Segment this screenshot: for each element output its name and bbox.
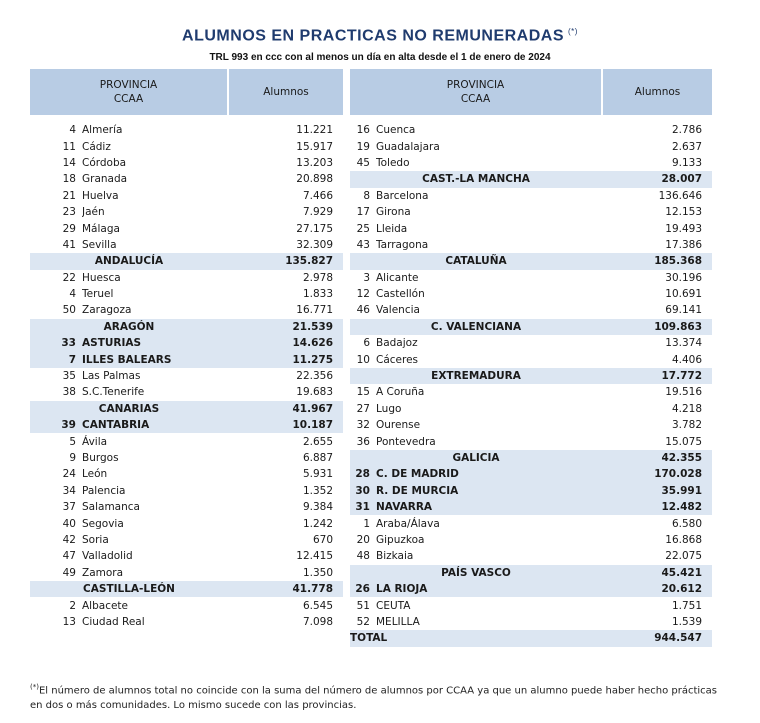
province-code: 25 <box>356 222 370 235</box>
province-row <box>350 515 712 531</box>
alumnos-value: 19.516 <box>665 386 703 399</box>
alumnos-value: 35.991 <box>602 483 712 499</box>
province-code: 45 <box>356 156 370 169</box>
province-row <box>30 384 343 400</box>
alumnos-value: 2.786 <box>671 124 703 137</box>
alumnos-value: 12.482 <box>602 499 712 515</box>
ccaa-name: GALICIA <box>350 450 602 466</box>
province-name: Cuenca <box>376 124 416 137</box>
province-row <box>30 515 343 531</box>
alumnos-value: 13.203 <box>296 156 334 169</box>
province-name: Las Palmas <box>82 370 141 383</box>
province-row <box>350 351 712 367</box>
ccaa-subtotal-row <box>350 499 712 515</box>
province-name: Barcelona <box>376 189 429 202</box>
province-name: Ourense <box>376 419 421 432</box>
ccaa-subtotal-row <box>30 417 343 433</box>
alumnos-value: 15.917 <box>296 140 334 153</box>
left-table-header <box>30 69 343 116</box>
alumnos-value: 6.887 <box>302 452 334 464</box>
province-code: 5 <box>69 435 76 448</box>
province-name: Sevilla <box>82 238 117 251</box>
province-name: Castellón <box>376 288 425 301</box>
province-row <box>30 302 343 318</box>
province-name: Lugo <box>376 402 402 415</box>
alumnos-value: 22.075 <box>665 550 703 563</box>
alumnos-header: Alumnos <box>228 69 343 116</box>
ccaa-subtotal-row <box>350 253 712 269</box>
province-name: Ciudad Real <box>82 615 145 628</box>
ccaa-subtotal-row <box>30 401 343 417</box>
province-code: 49 <box>62 566 76 579</box>
alumnos-value: 1.833 <box>302 288 334 301</box>
province-row <box>350 237 712 253</box>
alumnos-value: 27.175 <box>296 222 334 235</box>
province-code: 8 <box>363 189 370 202</box>
province-row <box>350 384 712 400</box>
ccaa-subtotal-row <box>350 565 712 581</box>
province-code: 4 <box>69 124 76 137</box>
province-row <box>30 499 343 515</box>
province-code: 14 <box>62 156 76 169</box>
title-text: ALUMNOS EN PRACTICAS NO REMUNERADAS <box>182 27 564 45</box>
province-row <box>350 270 712 286</box>
ccaa-name: LA RIOJA <box>376 581 602 597</box>
province-name: Salamanca <box>82 501 140 514</box>
province-row <box>350 138 712 154</box>
province-name: Zamora <box>82 566 124 579</box>
province-name: Araba/Álava <box>376 517 440 530</box>
province-code: 4 <box>69 288 76 301</box>
province-name: MELILLA <box>376 615 420 628</box>
ccaa-name: CANTABRIA <box>82 417 228 433</box>
ccaa-name: ARAGÓN <box>30 319 228 335</box>
alumnos-value: 6.545 <box>302 599 334 612</box>
province-row <box>30 155 343 171</box>
alumnos-value: 9.133 <box>671 156 703 169</box>
ccaa-name: R. DE MURCIA <box>376 483 602 499</box>
province-code: 29 <box>62 222 76 235</box>
alumnos-value: 6.580 <box>671 517 703 530</box>
province-name: Valladolid <box>82 550 133 563</box>
province-code: 32 <box>356 419 370 432</box>
alumnos-value: 10.691 <box>665 288 703 301</box>
province-row <box>30 270 343 286</box>
province-code: 12 <box>356 288 370 301</box>
alumnos-value: 17.386 <box>665 238 703 251</box>
province-code: 48 <box>356 550 370 563</box>
footnote-text: El número de alumnos total no coincide con la suma del número de alumnos por CCAA ya que un alumno puede haber hecho prácticas en dos o más comunidades. Lo mismo sucede con las provincias. <box>30 685 718 712</box>
province-row <box>30 368 343 384</box>
province-code: 18 <box>62 173 76 186</box>
province-code: 33 <box>30 335 82 351</box>
province-code: 6 <box>363 337 370 350</box>
province-code: 40 <box>62 517 76 530</box>
alumnos-value: 12.415 <box>296 550 334 563</box>
province-name: Huelva <box>82 189 119 202</box>
province-name: Cáceres <box>376 353 419 366</box>
province-name: Toledo <box>376 156 410 169</box>
province-name: Guadalajara <box>376 140 440 153</box>
alumnos-value: 41.778 <box>228 581 343 597</box>
province-row <box>350 286 712 302</box>
province-name: Bizkaia <box>376 550 414 563</box>
province-row <box>350 220 712 236</box>
alumnos-value: 7.098 <box>302 615 334 628</box>
alumnos-value: 20.612 <box>602 581 712 597</box>
footnote-mark: (*) <box>30 683 39 691</box>
ccaa-subtotal-row <box>30 351 343 367</box>
province-row <box>30 220 343 236</box>
total-label: TOTAL <box>350 630 602 646</box>
province-row <box>350 188 712 204</box>
alumnos-value: 7.929 <box>302 206 334 219</box>
province-name: Cádiz <box>82 140 111 153</box>
alumnos-value: 11.275 <box>228 351 343 367</box>
alumnos-value: 20.898 <box>296 173 334 186</box>
province-name: Soria <box>82 533 109 546</box>
province-row <box>350 417 712 433</box>
alumnos-value: 12.153 <box>665 206 703 219</box>
province-row <box>30 138 343 154</box>
alumnos-value: 7.466 <box>302 189 334 202</box>
ccaa-name: ANDALUCÍA <box>30 253 228 269</box>
province-code: 10 <box>356 353 370 366</box>
alumnos-value: 2.978 <box>302 271 334 284</box>
alumnos-value: 135.827 <box>228 253 343 269</box>
alumnos-value: 28.007 <box>602 171 712 187</box>
province-code: 38 <box>62 386 76 399</box>
alumnos-value: 5.931 <box>302 468 334 481</box>
province-name: Granada <box>82 173 128 186</box>
alumnos-value: 42.355 <box>602 450 712 466</box>
province-code: 7 <box>30 351 82 367</box>
province-row <box>350 204 712 220</box>
province-row <box>350 335 712 351</box>
province-code: 22 <box>62 271 76 284</box>
province-row <box>30 286 343 302</box>
ccaa-subtotal-row <box>350 171 712 187</box>
province-name: Alicante <box>376 271 419 284</box>
provincia-ccaa-header <box>350 69 602 116</box>
page-title <box>0 27 760 45</box>
province-name: Burgos <box>82 452 119 464</box>
alumnos-value: 45.421 <box>602 565 712 581</box>
province-row <box>30 450 343 466</box>
province-name: Almería <box>82 124 123 137</box>
provincia-ccaa-header <box>30 69 228 116</box>
province-row <box>350 302 712 318</box>
ccaa-header-label: CCAA <box>113 93 144 105</box>
provincia-header-label: PROVINCIA <box>99 79 158 91</box>
provincia-header-label: PROVINCIA <box>446 79 505 91</box>
province-code: 28 <box>350 466 376 482</box>
alumnos-value: 109.863 <box>602 319 712 335</box>
ccaa-header-label: CCAA <box>460 93 491 105</box>
province-name: Málaga <box>82 222 120 235</box>
province-name: Teruel <box>82 288 114 301</box>
province-code: 52 <box>356 615 370 628</box>
alumnos-value: 9.384 <box>302 501 334 514</box>
province-row <box>350 548 712 564</box>
province-code: 43 <box>356 238 370 251</box>
alumnos-value: 170.028 <box>602 466 712 482</box>
alumnos-value: 10.187 <box>228 417 343 433</box>
title-footnote-mark: (*) <box>568 27 578 36</box>
province-row <box>30 188 343 204</box>
alumnos-value: 1.751 <box>671 599 703 612</box>
province-code: 9 <box>69 452 76 464</box>
ccaa-subtotal-row <box>350 319 712 335</box>
province-name: A Coruña <box>376 386 425 399</box>
alumnos-value: 19.683 <box>296 386 334 399</box>
province-row <box>350 401 712 417</box>
alumnos-value: 11.221 <box>296 124 334 137</box>
alumnos-value: 19.493 <box>665 222 703 235</box>
province-code: 13 <box>62 615 76 628</box>
province-row <box>30 237 343 253</box>
ccaa-subtotal-row <box>350 581 712 597</box>
province-name: Badajoz <box>376 337 418 350</box>
alumnos-value: 16.868 <box>665 533 703 546</box>
province-name: Palencia <box>82 484 126 497</box>
province-code: 37 <box>62 501 76 514</box>
province-row <box>30 483 343 499</box>
province-code: 20 <box>356 533 370 546</box>
ccaa-subtotal-row <box>350 368 712 384</box>
ccaa-subtotal-row <box>30 319 343 335</box>
alumnos-value: 3.782 <box>671 419 703 432</box>
ccaa-name: CASTILLA-LEÓN <box>30 581 228 597</box>
alumnos-value: 4.406 <box>671 353 703 366</box>
province-name: Jaén <box>82 206 105 219</box>
province-name: León <box>82 468 108 481</box>
province-code: 34 <box>62 484 76 497</box>
province-name: S.C.Tenerife <box>82 386 145 399</box>
province-row <box>30 171 343 187</box>
province-code: 35 <box>62 370 76 383</box>
alumnos-value: 670 <box>312 533 334 546</box>
ccaa-subtotal-row <box>350 466 712 482</box>
province-name: Córdoba <box>82 156 127 169</box>
province-code: 39 <box>30 417 82 433</box>
province-row <box>30 532 343 548</box>
province-code: 15 <box>356 386 370 399</box>
alumnos-header: Alumnos <box>602 69 712 116</box>
ccaa-name: C. VALENCIANA <box>350 319 602 335</box>
alumnos-value: 14.626 <box>228 335 343 351</box>
left-table <box>30 69 343 630</box>
province-code: 42 <box>62 533 76 546</box>
ccaa-name: NAVARRA <box>376 499 602 515</box>
alumnos-value: 944.547 <box>602 630 712 646</box>
province-code: 21 <box>62 189 76 202</box>
province-row <box>350 597 712 613</box>
province-name: Albacete <box>82 599 129 612</box>
alumnos-value: 1.242 <box>302 517 334 530</box>
alumnos-value: 30.196 <box>665 271 703 284</box>
province-code: 27 <box>356 402 370 415</box>
ccaa-subtotal-row <box>350 483 712 499</box>
ccaa-name: PAÍS VASCO <box>350 565 602 581</box>
alumnos-value: 1.350 <box>302 566 334 579</box>
alumnos-value: 17.772 <box>602 368 712 384</box>
province-name: Lleida <box>376 222 408 235</box>
province-row <box>30 466 343 482</box>
province-name: Tarragona <box>376 238 429 251</box>
ccaa-name: CAST.-LA MANCHA <box>350 171 602 187</box>
province-row <box>350 155 712 171</box>
province-name: Zaragoza <box>82 304 132 317</box>
alumnos-value: 15.075 <box>665 435 703 448</box>
right-table <box>350 69 712 647</box>
alumnos-value: 69.141 <box>665 304 703 317</box>
province-row <box>350 614 712 630</box>
province-code: 41 <box>62 238 76 251</box>
ccaa-name: CATALUÑA <box>350 253 602 269</box>
province-code: 31 <box>350 499 376 515</box>
province-name: Girona <box>376 206 411 219</box>
province-code: 36 <box>356 435 370 448</box>
footnote <box>30 680 730 713</box>
alumnos-value: 32.309 <box>296 238 334 251</box>
province-code: 50 <box>62 304 76 317</box>
alumnos-value: 136.646 <box>658 189 703 202</box>
province-row <box>30 548 343 564</box>
province-code: 23 <box>62 206 76 219</box>
province-name: CEUTA <box>376 599 411 612</box>
province-code: 1 <box>363 517 370 530</box>
ccaa-subtotal-row <box>30 253 343 269</box>
province-code: 2 <box>69 599 76 612</box>
province-code: 24 <box>62 468 76 481</box>
province-row <box>30 122 343 138</box>
alumnos-value: 41.967 <box>228 401 343 417</box>
alumnos-value: 21.539 <box>228 319 343 335</box>
alumnos-value: 1.352 <box>302 484 334 497</box>
province-row <box>350 122 712 138</box>
province-code: 17 <box>356 206 370 219</box>
province-code: 26 <box>350 581 376 597</box>
province-code: 30 <box>350 483 376 499</box>
page-subtitle: TRL 993 en ccc con al menos un día en alta desde el 1 de enero de 2024 <box>209 52 551 63</box>
alumnos-value: 4.218 <box>671 402 703 415</box>
province-row <box>30 614 343 630</box>
ccaa-subtotal-row <box>30 581 343 597</box>
alumnos-value: 13.374 <box>665 337 703 350</box>
province-name: Gipuzkoa <box>376 533 425 546</box>
alumnos-value: 2.637 <box>671 140 703 153</box>
province-code: 11 <box>62 140 76 153</box>
province-code: 3 <box>363 271 370 284</box>
ccaa-name: CANARIAS <box>30 401 228 417</box>
alumnos-value: 2.655 <box>302 435 334 448</box>
province-name: Ávila <box>82 435 108 448</box>
province-row <box>30 204 343 220</box>
ccaa-name: C. DE MADRID <box>376 466 602 482</box>
right-table-header <box>350 69 712 116</box>
province-name: Segovia <box>82 517 124 530</box>
ccaa-name: ILLES BALEARS <box>82 351 228 367</box>
province-code: 47 <box>62 550 76 563</box>
province-row <box>30 433 343 449</box>
ccaa-subtotal-row <box>30 335 343 351</box>
ccaa-name: EXTREMADURA <box>350 368 602 384</box>
province-row <box>350 433 712 449</box>
province-code: 51 <box>356 599 370 612</box>
province-code: 16 <box>356 124 370 137</box>
ccaa-subtotal-row <box>350 450 712 466</box>
alumnos-value: 1.539 <box>671 615 703 628</box>
total-row <box>350 630 712 646</box>
province-row <box>30 597 343 613</box>
alumnos-value: 22.356 <box>296 370 334 383</box>
province-row <box>30 565 343 581</box>
province-row <box>350 532 712 548</box>
province-name: Huesca <box>82 271 121 284</box>
alumnos-value: 185.368 <box>602 253 712 269</box>
province-name: Pontevedra <box>376 435 436 448</box>
province-code: 19 <box>356 140 370 153</box>
province-code: 46 <box>356 304 370 317</box>
province-name: Valencia <box>376 304 420 317</box>
ccaa-name: ASTURIAS <box>82 335 228 351</box>
alumnos-value: 16.771 <box>296 304 334 317</box>
